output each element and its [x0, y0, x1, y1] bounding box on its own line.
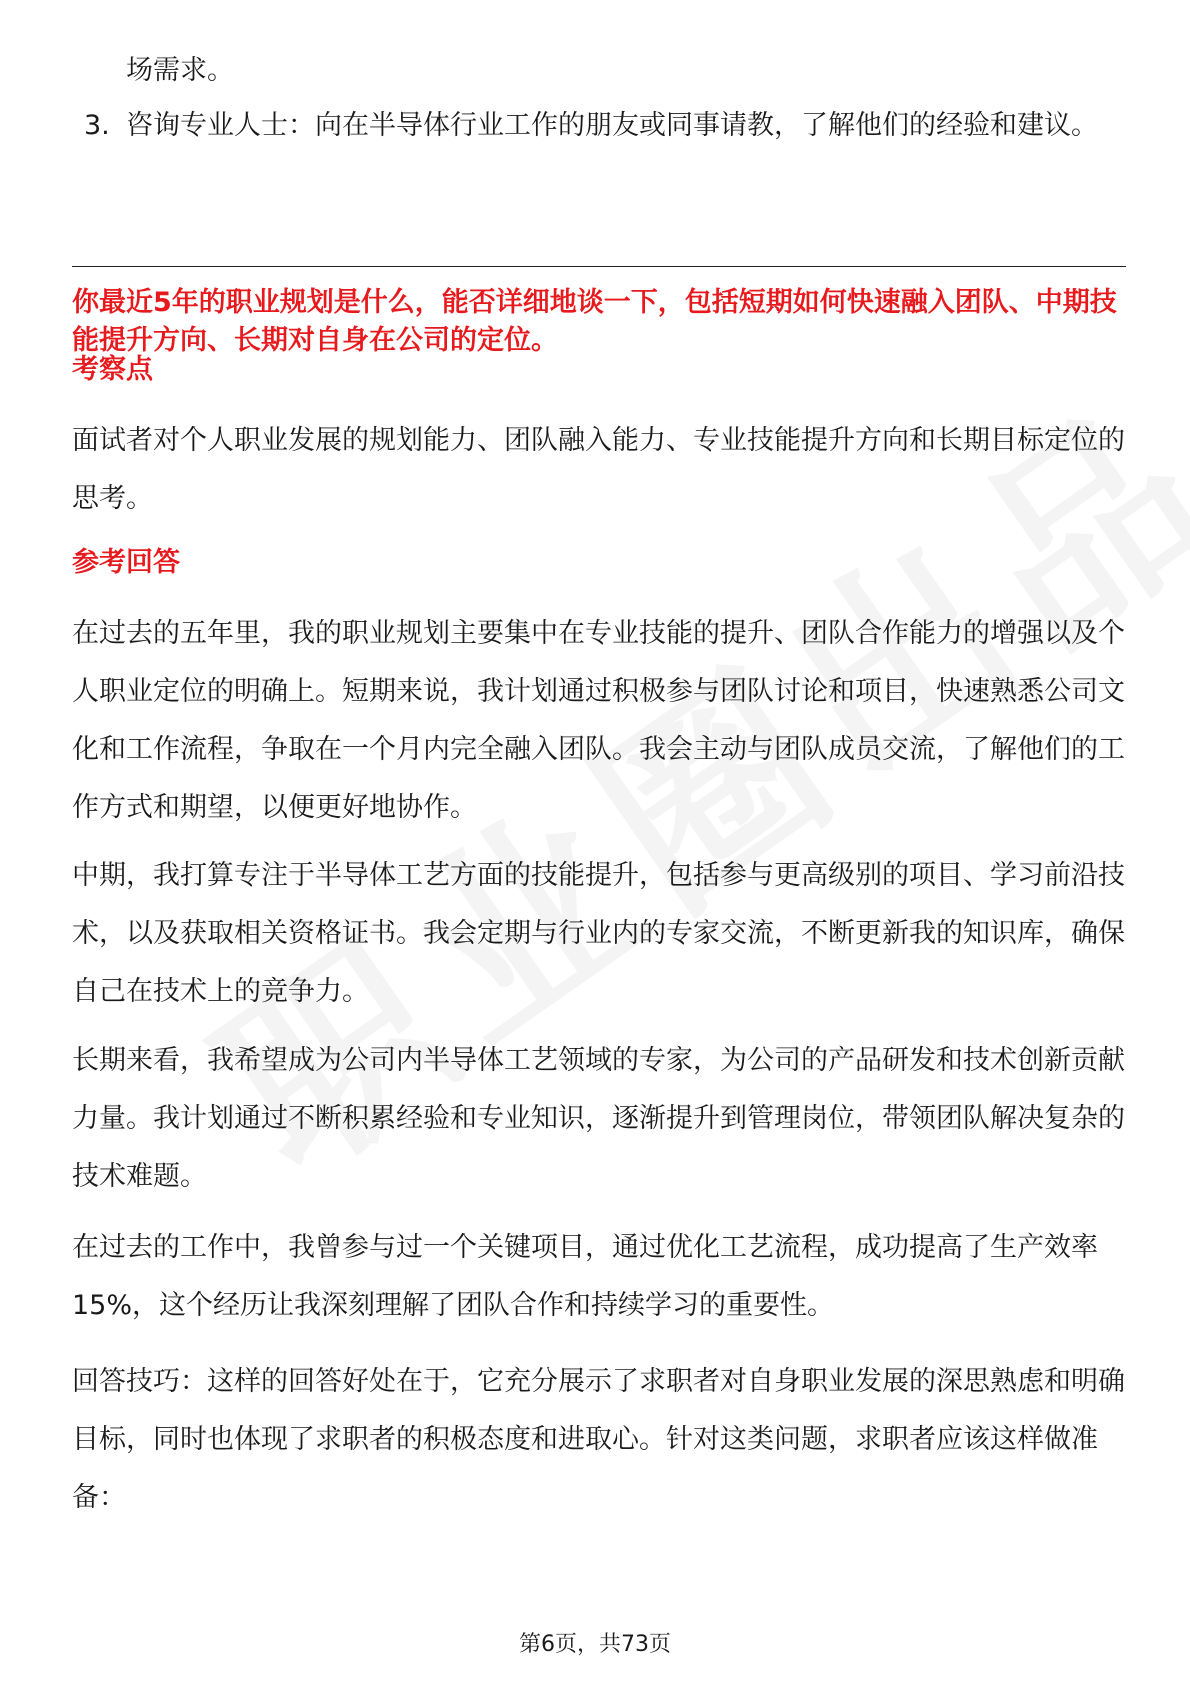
page-footer: 第6页，共73页: [519, 1632, 671, 1657]
answer-paragraph-2: 中期，我打算专注于半导体工艺方面的技能提升，包括参与更高级别的项目、学习前沿技术，以及获取相关资格证书。我会定期与行业内的专家交流，不断更新我的知识库，确保自己在技术上的竞争力。: [72, 860, 1125, 1007]
section-divider: [72, 266, 1126, 267]
continuation-text: 场需求。: [126, 55, 234, 86]
answer-heading: 参考回答: [72, 547, 180, 578]
answer-paragraph-4: 在过去的工作中，我曾参与过一个关键项目，通过优化工艺流程，成功提高了生产效率15%，这个经历让我深刻理解了团队合作和持续学习的重要性。: [72, 1232, 1098, 1321]
list-number: 3.: [84, 110, 110, 141]
question-title: 你最近5年的职业规划是什么，能否详细地谈一下，包括短期如何快速融入团队、中期技能提升方向、长期对自身在公司的定位。: [72, 287, 1117, 356]
answer-paragraph-1: 在过去的五年里，我的职业规划主要集中在专业技能的提升、团队合作能力的增强以及个人职业定位的明确上。短期来说，我计划通过积极参与团队讨论和项目，快速熟悉公司文化和工作流程，争取在一个月内完全融入团队。我会主动与团队成员交流，了解他们的工作方式和期望，以便更好地协作。: [72, 618, 1125, 823]
list-item-text: 咨询专业人士：向在半导体行业工作的朋友或同事请教，了解他们的经验和建议。: [126, 110, 1098, 141]
focus-heading: 考察点: [72, 354, 153, 385]
focus-text: 面试者对个人职业发展的规划能力、团队融入能力、专业技能提升方向和长期目标定位的思考。: [72, 425, 1125, 514]
answer-paragraph-3: 长期来看，我希望成为公司内半导体工艺领域的专家，为公司的产品研发和技术创新贡献力量。我计划通过不断积累经验和专业知识，逐渐提升到管理岗位，带领团队解决复杂的技术难题。: [72, 1045, 1125, 1192]
answer-tips: 回答技巧：这样的回答好处在于，它充分展示了求职者对自身职业发展的深思熟虑和明确目标，同时也体现了求职者的积极态度和进取心。针对这类问题，求职者应该这样做准备：: [72, 1366, 1125, 1513]
